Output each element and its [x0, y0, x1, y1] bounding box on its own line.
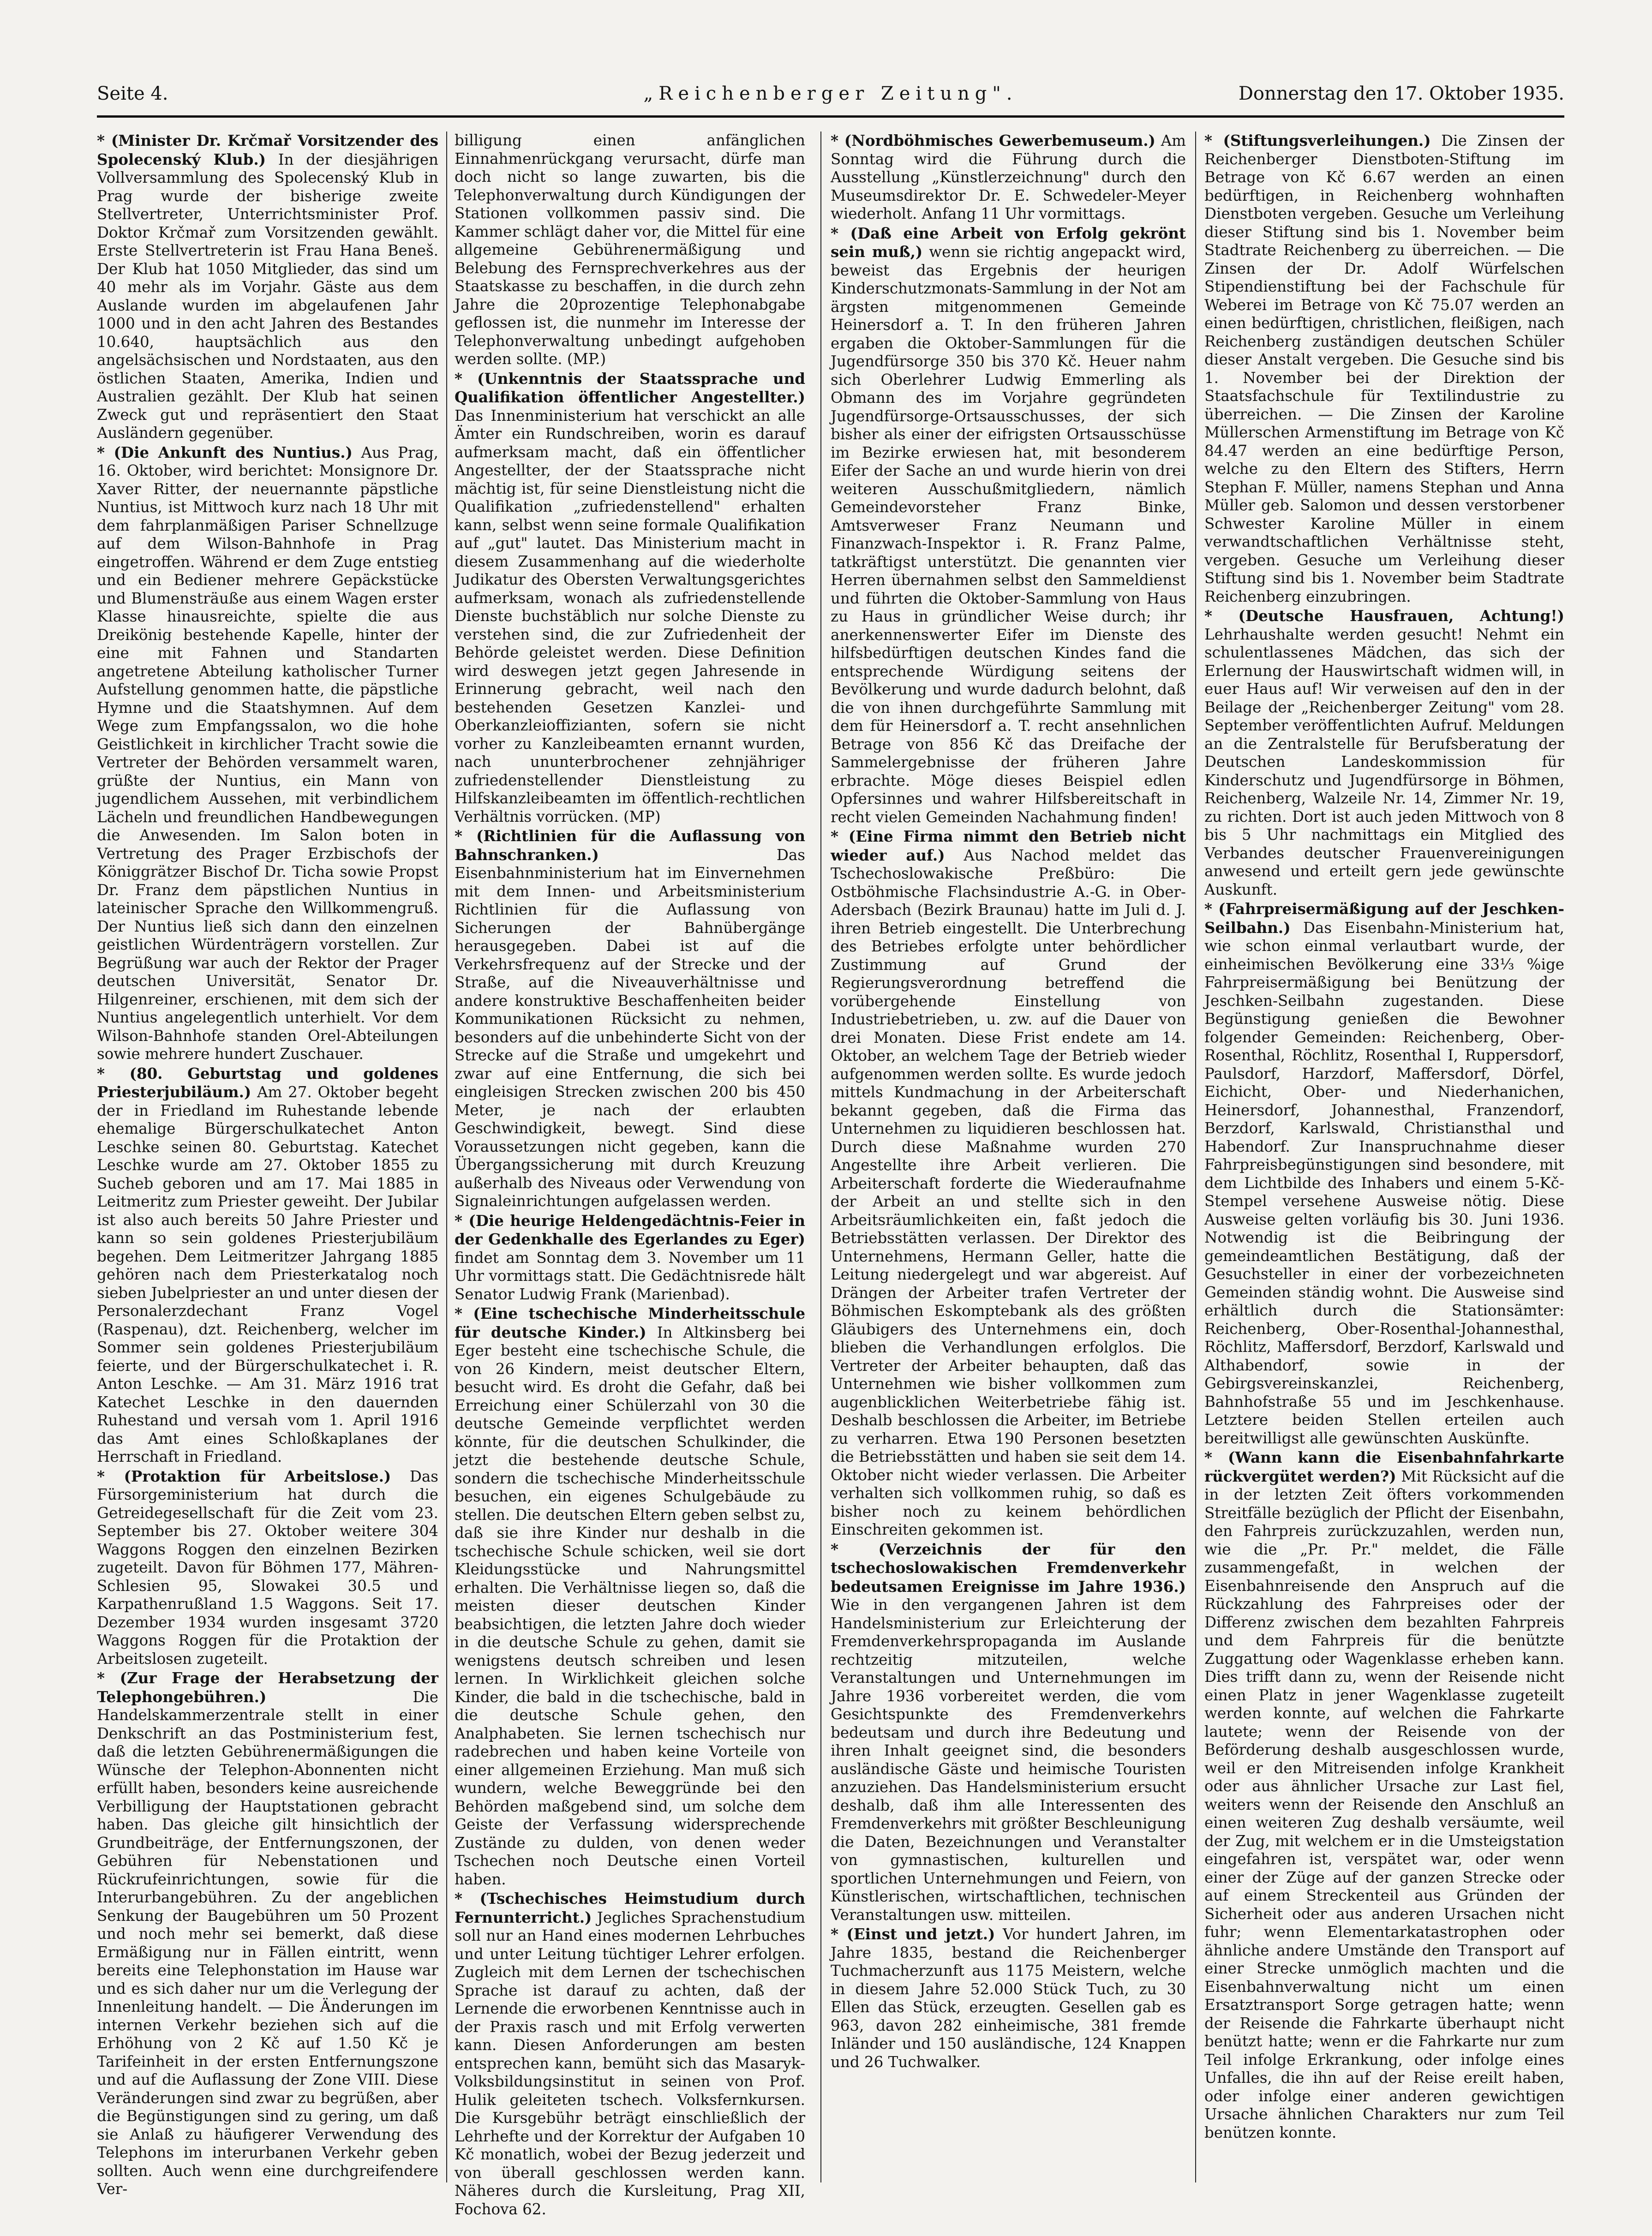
- article-body: Jegliches Sprachenstudium soll nur an Hand eines modernen Lehrbuches und unter Leitung tüchtiger Lehrer erfolgen. Zugleich mit dem Lernen der tschechischen Sprache ist darauf zu achten, daß der Lernende die erworbenen Kenntnisse auch in der Praxis rasch und mit Erfolg verwerten kann. Diesen Anforderungen am besten entsprechen kann, bemüht sich das Masaryk-Volksbildungsinstitut in seinen von Prof. Hulik geleiteten tschech. Volksfernkursen. Die Kursgebühr beträgt einschließlich der Lehrhefte und der Korrektur der Aufgaben 10 Kč monatlich, wobei der Bezug jederzeit und von überall geschlossen werden kann. Näheres durch die Kursleitung, Prag XII, Fochova 62.: [455, 1908, 805, 2218]
- article-body: Aus Nachod meldet das Tschechoslowakische Preßbüro: Die Ostböhmische Flachsindustrie A.-G. in Ober-Adersbach (Bezirk Braunau) hatte im Juli d. J. ihren Betrieb eingestellt. Die Unterbrechung des Betriebes erfolgte unter behördlicher Zustimmung auf Grund der Regierungsverordnung betreffend die vorübergehende Einstellung von Industriebetrieben, u. zw. auf die Dauer von drei Monaten. Diese Frist endete am 14. Oktober, an welchem Tage der Betrieb wieder aufgenommen werden sollte. Es wurde jedoch mittels Kundmachung in der Arbeiterschaft bekannt gegeben, daß die Firma das Unternehmen zu liquidieren beschlossen hat. Durch diese Maßnahme wurden 270 Angestellte ihre Arbeit verlieren. Die Arbeiterschaft forderte die Wiederaufnahme der Arbeit an und stellte sich in den Arbeitsräumlichkeiten ein, faßt jedoch die Betriebsstätten verlassen. Der Direktor des Unternehmens, Hermann Geller, hatte die Leitung niedergelegt und war abgereist. Auf Drängen der Arbeiter trafen Vertreter der Böhmischen Eskomptebank als des größten Gläubigers des Unternehmens ein, doch blieben die Verhandlungen erfolglos. Die Vertreter der Arbeiter behaupten, daß das Unternehmen wie bisher vollkommen zum augenblicklichen Weiterbetriebe fähig ist. Deshalb beschlossen die Arbeiter, im Betriebe zu verharren. Etwa 190 Personen besetzten die Betriebsstätten und haben sie seit dem 14. Oktober nicht wieder verlassen. Die Arbeiter verhalten sich vollkommen ruhig, so daß es bisher noch zu keinem behördlichen Einschreiten gekommen ist.: [831, 846, 1186, 1538]
- article: [455, 1889, 805, 2218]
- article-heading: * (Deutsche Hausfrauen, Achtung!): [1204, 607, 1564, 625]
- article-body: findet am Sonntag dem 3. November um 11 Uhr vormittags statt. Die Gedächtnisrede hält Senator Ludwig Frank (Marienbad).: [455, 1249, 805, 1303]
- article-body: Am 27. Oktober begeht der in Friedland im Ruhestande lebende ehemalige Bürgerschulkatechet Anton Leschke seinen 80. Geburtstag. Katechet Leschke wurde am 27. Oktober 1855 zu Sucheb geboren und am 17. Mai 1885 in Leitmeritz zum Priester geweiht. Der Jubilar ist also auch bereits 50 Jahre Priester und kann so sein goldenes Priesterjubiläum begehen. Dem Leitmeritzer Jahrgang 1885 gehören nach dem Priesterkatalog noch sieben Jubelpriester an und unter diesen der Personalerzdechant Franz Vogel (Raspenau), dzt. Reichenberg, welcher im Sommer sein goldenes Priesterjubiläum feierte, und der Bürgerschulkatechet i. R. Anton Leschke. — Am 31. März 1916 trat Katechet Leschke in den dauernden Ruhestand und versah vom 1. April 1916 das Amt eines Schloßkaplanes der Herrschaft in Friedland.: [97, 1083, 438, 1465]
- article-body: In der diesjährigen Vollversammlung des Spolecenský Klub in Prag wurde der bisherige zweite Stellvertreter, Unterrichtsminister Prof. Doktor Krčmař zum Vorsitzenden gewählt. Erste Stellvertreterin ist Frau Hana Beneš. Der Klub hat 1050 Mitglieder, das sind um 40 mehr als im Vorjahr. Gäste aus dem Auslande wurden im abgelaufenen Jahr 1000 und in den acht Jahren des Bestandes 10.640, hauptsächlich aus den angelsächsischen und Nordstaaten, aus den östlichen Staaten, Amerika, Indien und Australien gezählt. Der Klub hat seinen Zweck gut und repräsentiert den Staat Ausländern gegenüber.: [97, 150, 438, 442]
- article: [831, 132, 1186, 223]
- article-heading: * (Zur Frage der Herabsetzung der Telephongebühren.): [97, 1669, 438, 1706]
- article-heading: * (Eine Firma nimmt den Betrieb nicht wieder auf.): [831, 827, 1186, 864]
- column-2: [455, 132, 805, 2218]
- issue-date: Donnerstag den 17. Oktober 1935.: [1238, 83, 1564, 104]
- newspaper-title: „Reichenberger Zeitung".: [643, 83, 1018, 104]
- article-body: Das Innenministerium hat verschickt an alle Ämter ein Rundschreiben, worin es darauf aufmerksam macht, daß ein öffentlicher Angestellter, der der Staatssprache nicht mächtig ist, für seine Dienstleistung nicht die Qualifikation „zufriedenstellend" erhalten kann, selbst wenn seine formale Qualifikation auf „gut" lautet. Das Ministerium macht in diesem Zusammenhang auf die wiederholte Judikatur des Obersten Verwaltungsgerichtes aufmerksam, wonach als zufriedenstellende Dienste buchstäblich nur solche Dienste zu verstehen sind, die zur Zufriedenheit der Behörde geleistet werden. Diese Definition wird deswegen jetzt gegen Jahresende in Erinnerung gebracht, weil nach den bestehenden Gesetzen Kanzlei- und Oberkanzleioffizianten, sofern sie nicht vorher zu Kanzleibeamten ernannt wurden, nach ununterbrochener zehnjähriger zufriedenstellender Dienstleistung zu Hilfskanzleibeamten im öffentlich-rechtlichen Verhältnis vorrücken. (MP): [455, 407, 805, 825]
- header-rule: [97, 115, 1564, 118]
- article-body: In Altkinsberg bei Eger besteht eine tschechische Schule, die von 26 Kindern, meist deutscher Eltern, besucht wird. Es droht die Gefahr, daß bei Erreichung einer Schülerzahl von 30 die deutsche Gemeinde verpflichtet werden könnte, für die deutschen Schulkinder, die jetzt die bestehende deutsche Schule, sondern die tschechische Minderheitsschule besuchen, ein eigenes Schulgebäude zu stellen. Die deutschen Eltern geben selbst zu, daß sie ihre Kinder nur deshalb in die tschechische Schule schicken, weil sie dort Kleidungsstücke und Nahrungsmittel erhalten. Die Verhältnisse liegen so, daß die meisten dieser deutschen Kinder beabsichtigen, die letzten Jahre doch wieder in die deutsche Schule zu gehen, damit sie wenigstens deutsch schreiben und lesen lernen. In Wirklichkeit gleichen solche Kinder, die bald in die tschechische, bald in die deutsche Schule gehen, den Analphabeten. Sie lernen tschechisch nur radebrechen und haben keine Vorteile von einer allgemeinen Erziehung. Man muß sich wundern, welche Beweggründe bei den Behörden maßgebend sind, um solche dem Geiste der Verfassung widersprechende Zustände zu dulden, von denen weder Tschechen noch Deutsche einen Vorteil haben.: [455, 1323, 805, 1888]
- article: [97, 132, 438, 442]
- article: [831, 224, 1186, 827]
- article: [831, 1540, 1186, 1925]
- article: [455, 1304, 805, 1889]
- article-heading: * (Minister Dr. Krčmař Vorsitzender des Spolecenský Klub.): [97, 132, 438, 168]
- article-body: Die Zinsen der Reichenberger Dienstboten-Stiftung im Betrage von Kč 6.67 werden an einen bedürftigen, in Reichenberg wohnhaften Dienstboten vergeben. Gesuche um Verleihung dieser Stiftung sind bis 1. November beim Stadtrate Reichenberg zu überreichen. — Die Zinsen der Dr. Adolf Würfelschen Stipendienstiftung bei der Fachschule für Weberei im Betrage von Kč 75.07 werden an einen bedürftigen, christlichen, fleißigen, nach Reichenberg zuständigen deutschen Schüler dieser Anstalt vergeben. Die Gesuche sind bis 1. November bei der Direktion der Staatsfachschule für Textilindustrie zu überreichen. — Die Zinsen der Karoline Müllerschen Armenstiftung im Betrage von Kč 84.47 werden an eine bedürftige Person, welche zu den Eltern des Stifters, Herrn Stephan F. Müller, namens Stephan und Anna Müller geb. Salomon und dessen verstorbener Schwester Karoline Müller in einem verwandtschaftlichen Verhältnisse steht, vergeben. Gesuche um Verleihung dieser Stiftung sind bis 1. November beim Stadtrate Reichenberg einzubringen.: [1204, 132, 1564, 605]
- page-number: Seite 4.: [97, 83, 168, 104]
- article: [97, 443, 438, 1064]
- article-heading: * (Tschechisches Heimstudium durch Fernunterricht.): [455, 1889, 805, 1926]
- article-body: Das Eisenbahn-Ministerium hat, wie schon einmal verlautbart wurde, der einheimischen Bevölkerung eine 33⅓ %ige Fahrpreisermäßigung bei Benützung der Jeschken-Seilbahn zugestanden. Diese Begünstigung genießen die Bewohner folgender Gemeinden: Reichenberg, Ober-Rosenthal, Röchlitz, Rosenthal I, Ruppersdorf, Paulsdorf, Harzdorf, Maffersdorf, Dörfel, Eichicht, Ober- und Niederhanichen, Heinersdorf, Johannesthal, Franzendorf, Berzdorf, Karlswald, Christiansthal und Habendorf. Zur Inanspruchnahme dieser Fahrpreisbegünstigungen sind besondere, mit dem Lichtbilde des Inhabers und einem 5-Kč-Stempel versehene Ausweise nötig. Diese Ausweise gelten vorläufig bis 30. Juni 1936. Notwendig ist die Beibringung der gemeindeamtlichen Bestätigung, daß der Gesuchsteller in einer der vorbezeichneten Gemeinden ständig wohnt. Die Ausweise sind erhältlich durch die Stationsämter: Reichenberg, Ober-Rosenthal-Johannesthal, Röchlitz, Maffersdorf, Berzdorf, Karlswald und Althabendorf, sowie in der Gebirgsvereinskanzlei, Reichenberg, Bahnhofstraße 55 und im Jeschkenhause. Letztere beiden Stellen erteilen auch bereitwilligst alle gewünschten Auskünfte.: [1204, 919, 1564, 1447]
- article: [1204, 1448, 1564, 2142]
- article: [97, 1669, 438, 2199]
- article: [1204, 900, 1564, 1447]
- article-heading: * (Protaktion für Arbeitslose.): [97, 1467, 391, 1485]
- article-heading: * (80. Geburtstag und goldenes Priesterjubiläum.): [97, 1064, 438, 1101]
- article-body: Mit Rücksicht auf die in der letzten Zeit öfters vorkommenden Streitfälle bezüglich der Pflicht der Eisenbahn, den Fahrpreis zurückzuzahlen, werden nun, wie die „Pr. Pr." meldet, die Fälle zusammengefaßt, in welchen der Eisenbahnreisende den Anspruch auf die Rückzahlung des Fahrpreises oder der Differenz zwischen dem bezahlten Fahrpreis und dem Fahrpreis für die benützte Zuggattung oder Wagenklasse erheben kann. Dies trifft dann zu, wenn der Reisende nicht einen Platz in jener Wagenklasse zugeteilt werden konnte, auf welchen die Fahrkarte lautete; wenn der Reisende von der Beförderung deshalb ausgeschlossen wurde, weil er den Mitreisenden infolge Krankheit oder aus ähnlicher Ursache zur Last fiel, weiters wenn der Reisende den Anschluß an einen weiteren Zug deshalb versäumte, weil der Zug, mit welchem er in die Umsteigstation eingefahren ist, verspätet war, oder wenn einer der Züge auf der ganzen Strecke oder auf einem Streckenteil aus Gründen der Sicherheit oder aus anderen Ursachen nicht fuhr; wenn Elementarkatastrophen oder ähnliche andere Umstände den Transport auf einer Strecke unmöglich machten und die Eisenbahnverwaltung nicht um einen Ersatztransport Sorge getragen hatte; wenn der Reisende die Fahrkarte überhaupt nicht benützt hatte; wenn er die Fahrkarte nur zum Teil infolge Erkrankung, oder infolge eines Unfalles, die ihn auf der Reise ereilt haben, oder infolge einer anderen gewichtigen Ursache ähnlichen Charakters nur zum Teil benützen konnte.: [1204, 1467, 1564, 2141]
- article-heading: * (Nordböhmisches Gewerbemuseum.): [831, 132, 1155, 149]
- article-body: Lehrhaushalte werden gesucht! Nehmt ein schulentlassenes Mädchen, das sich der Erlernung der Hauswirtschaft widmen will, in euer Haus auf! Wir verweisen auf den in der Beilage der „Reichenberger Zeitung" vom 28. September veröffentlichten Aufruf. Meldungen an die Zentralstelle für Berufsberatung der Deutschen Landeskommission für Kinderschutz und Jugendfürsorge in Böhmen, Reichenberg, Walzeile Nr. 14, Zimmer Nr. 19, zu richten. Dort ist auch jeden Mittwoch von 8 bis 5 Uhr nachmittags ein Mitglied des Verbandes deutscher Frauenvereinigungen anwesend und erteilt gern jede gewünschte Auskunft.: [1204, 625, 1564, 898]
- article: [97, 1064, 438, 1466]
- article-heading: * (Die heurige Heldengedächtnis-Feier in der Gedenkhalle des Egerlandes zu Eger): [455, 1211, 805, 1248]
- column-1: [97, 132, 438, 2198]
- article-heading: * (Eine tschechische Minderheitsschule für deutsche Kinder.): [455, 1304, 805, 1341]
- article: [1204, 132, 1564, 606]
- article-body: Aus Prag, 16. Oktober, wird berichtet: Monsignore Dr. Xaver Ritter, der neuernannte päpstliche Nuntius, ist Mittwoch kurz nach 18 Uhr mit dem fahrplanmäßigen Pariser Schnellzuge auf dem Wilson-Bahnhofe in Prag eingetroffen. Während er dem Zuge entstieg und ein Bediener mehrere Gepäckstücke und Blumensträuße aus einem Wagen erster Klasse hinausreichte, spielte die aus Dreikönig bestehende Kapelle, hinter der eine mit Fahnen und Standarten angetretene Abteilung katholischer Turner Aufstellung genommen hatte, die päpstliche Hymne und die Staatshymnen. Auf dem Wege zum Empfangssalon, wo die hohe Geistlichkeit in kirchlicher Tracht sowie die Vertreter der Behörden versammelt waren, grüßte der Nuntius, ein Mann von jugendlichem Aussehen, mit verbindlichem Lächeln und freundlichen Handbewegungen die Anwesenden. Im Salon boten in Vertretung des Prager Erzbischofs der Königgrätzer Bischof Dr. Ticha sowie Propst Dr. Franz dem päpstlichen Nuntius in lateinischer Sprache den Willkommengruß. Der Nuntius ließ sich dann den einzelnen geistlichen Würdenträgern vorstellen. Zur Begrüßung war auch der Rektor der Prager deutschen Universität, Senator Dr. Hilgenreiner, erschienen, mit dem sich der Nuntius angelegentlich unterhielt. Vor dem Wilson-Bahnhofe standen Orel-Abteilungen sowie mehrere hundert Zuschauer.: [97, 443, 438, 1063]
- column-4: [1204, 132, 1564, 2182]
- article-body: Das Eisenbahnministerium hat im Einvernehmen mit dem Innen- und Arbeitsministerium Richtlinien für die Auflassung von Sicherungen der Bahnübergänge herausgegeben. Dabei ist auf die Verkehrsfrequenz auf der Strecke und der Straße, auf die Niveauverhältnisse und andere konstruktive Beschaffenheiten beider Kommunikationen Rücksicht zu nehmen, besonders auf die unbehinderte Sicht von der Strecke auf die Straße und umgekehrt und zwar auf eine Entfernung, die sich bei eingleisigen Strecken zwischen 200 bis 450 Meter, je nach der erlaubten Geschwindigkeit, bewegt. Sind diese Voraussetzungen nicht gegeben, kann die Übergangssicherung mit durch Kreuzung außerhalb des Niveaus oder Verwendung von Signaleinrichtungen aufgelassen werden.: [455, 846, 805, 1210]
- article-body: Wie in den vergangenen Jahren ist dem Handelsministerium zur Erleichterung der Fremdenverkehrspropaganda im Auslande rechtzeitig mitzuteilen, welche Veranstaltungen und Unternehmungen im Jahre 1936 vorbereitet werden, die vom Gesichtspunkte des Fremdenverkehrs bedeutsam und durch ihre Bedeutung und ihren Inhalt geeignet sind, die besonders ausländische Gäste und heimische Touristen anzuziehen. Das Handelsministerium ersucht deshalb, daß ihm alle Interessenten des Fremdenverkehrs mit größter Beschleunigung die Daten, Bezeichnungen und Veranstalter von gymnastischen, kulturellen und sportlichen Unternehmungen und Feiern, von Künstlerischen, wirtschaftlichen, technischen Veranstaltungen usw. mitteilen.: [831, 1596, 1186, 1924]
- article: [455, 132, 805, 369]
- column-3: [831, 132, 1186, 2182]
- article: [455, 827, 805, 1211]
- article-body: wenn sie richtig angepackt wird, beweist das Ergebnis der heurigen Kinderschutzmonats-Sammlung in der Not am ärgsten mitgenommenen Gemeinde Heinersdorf a. T. In den früheren Jahren ergaben die Oktober-Sammlungen für die Jugendfürsorge 350 bis 370 Kč. Heuer nahm sich Oberlehrer Ludwig Emmerling als Obmann des im Vorjahre gegründeten Jugendfürsorge-Ortsausschusses, der sich bisher als einer der eifrigsten Ortsausschüsse im Bezirke erwiesen hat, mit besonderem Eifer der Sache an und wurde hierin von drei weiteren Ausschußmitgliedern, nämlich Gemeindevorsteher Franz Binke, Amtsverweser Franz Neumann und Finanzwach-Inspektor i. R. Franz Palme, tatkräftigst unterstützt. Die genannten vier Herren übernahmen selbst den Sammeldienst und führten die Oktober-Sammlung von Haus zu Haus in gründlicher Weise durch; ihr anerkennenswerter Eifer im Dienste des hilfsbedürftigen deutschen Kindes fand die entsprechende Würdigung seitens der Bevölkerung und wurde dadurch belohnt, daß die von ihnen durchgeführte Sammlung mit dem für Heinersdorf a. T. recht ansehnlichen Betrage von 856 Kč das Dreifache der Sammelergebnisse der früheren Jahre erbrachte. Möge dieses Beispiel edlen Opfersinnes und wahrer Hilfsbereitschaft in recht vielen Gemeinden Nachahmung finden!: [831, 243, 1186, 826]
- article-heading: * (Stiftungsverleihungen.): [1204, 132, 1431, 149]
- column-divider: [446, 132, 447, 2182]
- article-body: Das Fürsorgeministerium hat durch die Getreidegesellschaft für die Zeit vom 23. September bis 27. Oktober weitere 304 Waggons Roggen den einzelnen Bezirken zugeteilt. Davon für Böhmen 177, Mähren-Schlesien 95, Slowakei 30.5 und Karpathenrußland 1.5 Waggons. Seit 17. Dezember 1934 wurden insgesamt 3720 Waggons Roggen für die Protaktion der Arbeitslosen zugeteilt.: [97, 1467, 438, 1668]
- article-heading: * (Fahrpreisermäßigung auf der Jeschken-Seilbahn.): [1204, 900, 1564, 937]
- article-body: Vor hundert Jahren, im Jahre 1835, bestand die Reichenberger Tuchmacherzunft aus 1175 Meistern, welche in diesem Jahre 52.000 Stück Tuch, zu 30 Ellen das Stück, erzeugten. Gesellen gab es 963, davon 282 einheimische, 381 fremde Inländer und 150 ausländische, 124 Knappen und 26 Tuchwalker.: [831, 1925, 1186, 2071]
- article-heading: * (Einst und jetzt.): [831, 1925, 995, 1943]
- article-heading: * (Verzeichnis der für den tschechoslowakischen Fremdenverkehr bedeutsamen Ereignisse im Jahre 1936.): [831, 1540, 1186, 1596]
- article: [97, 1467, 438, 1668]
- article: [455, 1212, 805, 1304]
- article-heading: * (Daß eine Arbeit von Erfolg gekrönt sein muß,): [831, 224, 1186, 261]
- running-header: [97, 83, 1564, 111]
- article: [1204, 607, 1564, 899]
- column-divider: [820, 132, 821, 2182]
- article-body: Die Handelskammerzentrale stellt in einer Denkschrift an das Postministerium fest, daß die letzten Gebührenermäßigungen die Wünsche der Telephon-Abonnenten nicht erfüllt haben, besonders keine ausreichende Verbilligung der Hauptstationen gebracht haben. Das gleiche gilt hinsichtlich der Grundbeiträge, der Entfernungszonen, der Gebühren für Nebenstationen und Rückrufeinrichtungen, sowie für die Interurbangebühren. Zu der angeblichen Senkung der Baugebühren um 50 Prozent und noch mehr sei bemerkt, daß diese Ermäßigung nur in Fällen eintritt, wenn bereits eine Telephonstation im Hause war und es sich daher nur um die Verlegung der Innenleitung handelt. — Die Änderungen im internen Verkehr beziehen sich auf die Erhöhung von 2 Kč auf 1.50 Kč je Tarifeinheit in der ersten Entfernungszone und auf die Auflassung der Zone VIII. Diese Veränderungen sind zwar zu begrüßen, aber die Begünstigungen sind zu gering, um daß sie Anlaß zu häufigerer Verwendung des Telephons im interurbanen Verkehr geben sollten. Auch wenn eine durchgreifendere Ver-: [97, 1688, 438, 2198]
- article-heading: * (Richtlinien für die Auflassung von Bahnschranken.): [455, 827, 805, 864]
- article-body: Am Sonntag wird die Führung durch die Ausstellung „Künstlerzeichnung" durch den Museumsdirektor Dr. E. Schwedeler-Meyer wiederholt. Anfang 11 Uhr vormittags.: [831, 132, 1186, 222]
- article: [455, 370, 805, 826]
- article-body: billigung einen anfänglichen Einnahmenrückgang verursacht, dürfe man doch nicht so lange zuwarten, bis die Telephonverwaltung durch Kündigungen der Stationen vollkommen passiv sind. Die Kammer schlägt daher vor, die Mittel für eine allgemeine Gebührenermäßigung und Belebung des Fernsprechverkehres aus der Staatskasse zu beschaffen, in die durch zehn Jahre die 20prozentige Telephonabgabe geflossen ist, die nunmehr im Interesse der Telephonverwaltung unbedingt aufgehoben werden sollte. (MP.): [455, 132, 805, 368]
- article: [831, 1925, 1186, 2071]
- article: [831, 827, 1186, 1539]
- article-heading: * (Unkenntnis der Staatssprache und Qualifikation öffentlicher Angestellter.): [455, 369, 805, 406]
- column-divider: [1195, 132, 1196, 2182]
- article-heading: * (Die Ankunft des Nuntius.): [97, 443, 353, 461]
- article-heading: * (Wann kann die Eisenbahnfahrkarte rückvergütet werden?): [1204, 1448, 1564, 1485]
